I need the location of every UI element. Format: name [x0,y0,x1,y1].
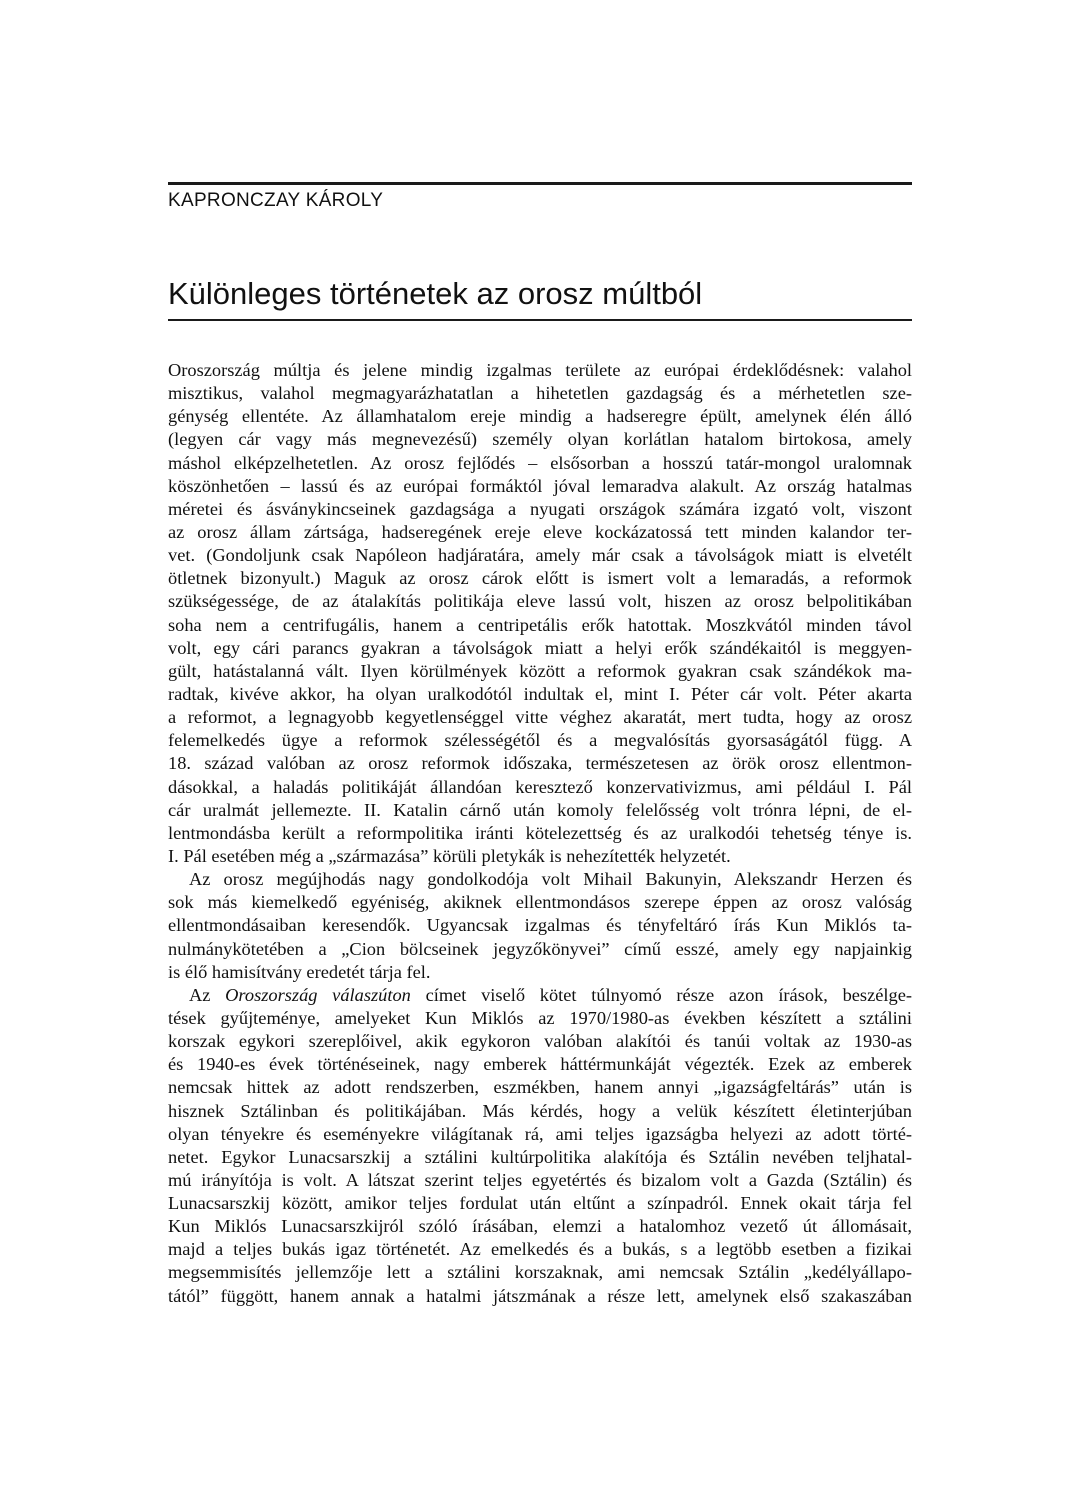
text-line: nemcsak hittek az adott rendszerben, eszmékben, hanem annyi „igazságfeltárás” után is [168,1077,912,1098]
author-name: KAPRONCZAY KÁROLY [168,190,384,211]
text-line: netet. Egykor Lunacsarszkij a sztálini kultúrpolitika alakítója és Sztálin nevében teljhatal- [168,1146,912,1167]
article-title: Különleges történetek az orosz múltból [168,276,703,311]
text-line: Kun Miklós Lunacsarszkijról szóló írásában, elemzi a hatalomhoz vezető út állomásait, [168,1216,912,1237]
text-line: felemelkedés ügye a reformok szélességétől és a megvalósítás gyorsaságától függ. A [168,730,912,751]
text-line: Az orosz megújhodás nagy gondolkodója volt Mihail Bakunyin, Alekszandr Herzen és [189,869,912,890]
text-line [168,984,912,1007]
text-line: radtak, kivéve akkor, ha olyan uralkodótól indultak el, mint I. Péter cár volt. Péter akarta [168,683,912,704]
text-line: génység ellentéte. Az államhatalom ereje mindig a hadseregre épült, amelynek élén álló [168,406,912,427]
text-segment: címet viselő kötet túlnyomó része azon írások, beszélge- [410,984,913,1005]
text-line: megsemmisítés jellemzője lett a sztálini korszaknak, ami nemcsak Sztálin „kedélyállapo- [168,1262,912,1283]
text-line: (legyen cár vagy más megnevezésű) személy olyan korlátlan hatalom birtokosa, amely [168,429,912,450]
text-line: gült, hatástalanná vált. Ilyen körülmények között a reformok gyakran csak szándékok ma- [168,660,912,681]
text-line: és 1940-es évek történéseinek, nagy emberek háttérmunkáját végezték. Ezek az emberek [168,1054,912,1075]
text-line: Oroszország múltja és jelene mindig izgalmas területe az európai érdeklődésnek: valahol [168,360,912,380]
header-rule [168,182,912,185]
text-line: hisznek Sztálinban és politikájában. Más kérdés, hogy a velük készített életinterjúban [168,1100,912,1121]
article-body [168,359,912,1308]
text-line: volt, egy cári parancs gyakran a távolságok miatt a helyi erők szándékaitól is meggyen- [168,637,912,658]
text-line: majd a teljes bukás igaz történetét. Az emelkedés és a bukás, s a legtöbb esetben a fizikai [168,1239,912,1260]
text-line: tések gyűjteménye, amelyeket Kun Miklós az 1970/1980-as években készített a sztálini [168,1007,912,1028]
text-line: olyan tényekre és eseményekre világítanak rá, ami teljes igazságba helyezi az adott törté- [168,1123,912,1144]
text-line: sok más kiemelkedő egyéniség, akiknek ellentmondásos szerepe éppen az orosz valóság [168,892,912,913]
text-line: Lunacsarszkij között, amikor teljes fordulat után eltűnt a színpadról. Ennek okait tárja fel [168,1193,912,1214]
text-line: méretei és ásványkincseinek gazdagsága a nyugati országok számára izgató volt, viszont [168,498,912,519]
text-line: ötletnek bizonyult.) Maguk az orosz cárok előtt is ismert volt a lemaradás, a reformok [168,568,912,589]
text-line: ellentmondásaiban keresendők. Ugyancsak izgalmas és tényfeltáró írás Kun Miklós ta- [168,915,912,936]
text-line: I. Pál esetében még a „származása” körüli pletykák is nehezítették helyzetét. [168,845,731,866]
text-line: szükségessége, de az átalakítás politikája eleve lassú volt, hiszen az orosz belpolitikában [168,591,912,612]
text-line: soha nem a centrifugális, hanem a centripetális erők hatottak. Moszkvától minden távol [168,614,912,635]
text-line: az orosz állam zártsága, hadseregének ereje eleve kockázatossá tett minden kalandor ter- [168,521,912,542]
text-line: cár uralmát jellemezte. II. Katalin cárnő után komoly felelősség volt trónra lépni, de el- [168,799,912,820]
book-title-italic: Oroszország válaszúton [225,984,411,1005]
text-segment: Az [189,984,226,1005]
title-rule [168,319,912,321]
text-line: mú irányítója is volt. A látszat szerint teljes egyetértés és bizalom volt a Gazda (Sztálin) és [168,1169,912,1190]
text-line: is élő hamisítvány eredetét tárja fel. [168,961,431,982]
text-line: misztikus, valahol megmagyarázhatatlan a hihetetlen gazdagság és a mérhetetlen sze- [168,383,912,404]
text-line: dásokkal, a haladás politikáját állandóan keresztező konzervativizmus, ami például I. Pál [168,776,912,797]
text-line: korszak egykori szereplőivel, akik egykoron valóban alakítói és tanúi voltak az 1930-as [168,1031,912,1052]
text-line: a reformot, a legnagyobb kegyetlenséggel vitte véghez akaratát, mert tudta, hogy az orosz [168,707,912,728]
text-line: máshol elképzelhetetlen. Az orosz fejlődés – elsősorban a hosszú tatár-mongol uralomnak [168,452,912,473]
text-line: nulmánykötetében a „Cion bölcseinek jegyzőkönyvei” című esszé, amely egy napjainkig [168,938,912,959]
text-line: lentmondásba került a reformpolitika iránti kötelezettség és az uralkodói tehetség ténye is. [168,822,912,843]
text-line: köszönhetően – lassú és az európai formáktól jóval lemaradva alakult. Az ország hatalmas [168,475,912,496]
text-line: vet. (Gondoljunk csak Napóleon hadjáratára, amely már csak a távolságok miatt is elvetélt [168,545,912,566]
text-line: tától” függött, hanem annak a hatalmi játszmának a része lett, amelynek első szakaszában [168,1285,912,1306]
text-line: 18. század valóban az orosz reformok időszaka, természetesen az örök orosz ellentmon- [168,753,912,774]
